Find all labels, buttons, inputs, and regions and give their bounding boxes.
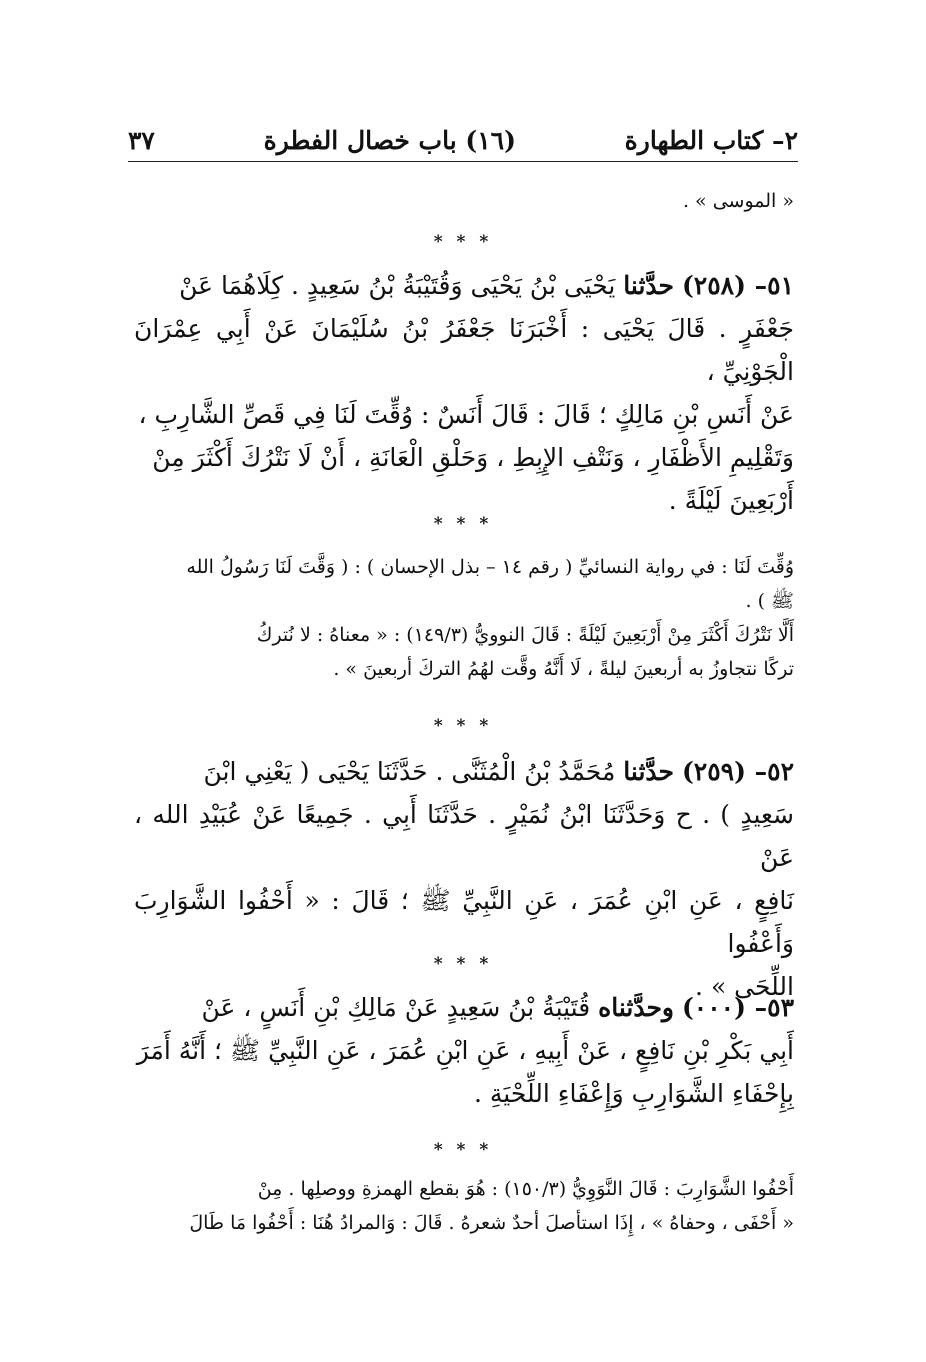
top-note: « الموسى » . (682, 190, 794, 212)
hadith-number: ٥٢– (٢٥٩) (681, 757, 794, 786)
hadith-number: ٥١– (٢٥٨) (681, 271, 794, 300)
hadith-lead: حدَّثنا (623, 271, 674, 300)
separator: * * * (433, 954, 493, 974)
hadith-lead: حدَّثنا (623, 757, 674, 786)
chapter-title: ٢– كتاب الطهارة (624, 126, 798, 155)
page-number: ٣٧ (128, 126, 155, 155)
hadith-lead: وحدَّثناه (598, 993, 674, 1022)
hadith-number: ٥٣– (٠٠٠) (681, 993, 794, 1022)
note-51: وُقِّتَ لَنَا : في رواية النسائيِّ ( رقم ١٤ – بذل الإحسان ) : ( وَقَّتَ لَنَا رَسُولُ الله ﷺ ) . أَلَّا نَتْرُكَ أَكْثَرَ مِنْ أَرْبَعِينَ لَيْلَةً : قَالَ النوويُّ (١٤٩/٣) : « معناهُ : لا نُتركُ تركًا نتجاوزُ به أربعينَ ليلةً ، لَا أَنَّهُ وقَّت لهُمُ التركَ أربعينَ » . (186, 556, 794, 680)
hadith-53: ٥٣– (٠٠٠) وحدَّثناه قُتَيْبَةُ بْنُ سَعِيدٍ عَنْ مَالِكِ بْنِ أَنَسٍ ، عَنْ أَبِي بَكْرِ بْنِ نَافِعٍ ، عَنْ أَبِيهِ ، عَنِ ابْنِ عُمَرَ ، عَنِ النَّبِيِّ ﷺ ؛ أَنَّهُ أَمَرَ بِإِحْفَاءِ الشَّوَارِبِ وَإِعْفَاءِ اللِّحْيَةِ . (136, 993, 794, 1108)
hadith-52: ٥٢– (٢٥٩) حدَّثنا مُحَمَّدُ بْنُ الْمُثَنَّى . حَدَّثَنَا يَحْيَى ( يَعْنِي ابْنَ سَعِيدٍ ) . ح وَحَدَّثَنَا ابْنُ نُمَيْرٍ . حَدَّثَنَا أَبِي . جَمِيعًا عَنْ عُبَيْدِ الله ، عَنْ نَافِعٍ ، عَنِ ابْنِ عُمَرَ ، عَنِ النَّبِيِّ ﷺ ؛ قَالَ : « أَحْفُوا الشَّوَارِبَ وَأَعْفُوا اللِّحَى » . (134, 757, 794, 1001)
separator: * * * (433, 716, 493, 736)
page-header (128, 122, 798, 162)
note-53: أَحْفُوا الشَّوَارِبَ : قَالَ النَّوَوِيُّ (١٥٠/٣) : هُوَ بقطع الهمزةِ ووصلِها . مِنْ « أَحْفَى ، وحفاهُ » ، إِذَا استأصلَ أحدٌ شعرهُ . قَالَ : وَالمرادُ هُنَا : أَحْفُوا مَا طَالَ (189, 1178, 794, 1234)
separator: * * * (433, 1140, 493, 1160)
section-title: (١٦) باب خصال الفطرة (263, 126, 516, 155)
separator: * * * (433, 514, 493, 534)
hadith-51: ٥١– (٢٥٨) حدَّثنا يَحْيَى بْنُ يَحْيَى وَقُتَيْبَةُ بْنُ سَعِيدٍ . كِلَاهُمَا عَنْ جَعْفَرٍ . قَالَ يَحْيَى : أَخْبَرَنَا جَعْفَرُ بْنُ سُلَيْمَانَ عَنْ أَبِي عِمْرَانَ الْجَوْنِيِّ ، عَنْ أَنَسِ بْنِ مَالِكٍ ؛ قَالَ : قَالَ أَنَسٌ : وُقِّتَ لَنَا فِي قَصِّ الشَّارِبِ ، وَتَقْلِيمِ الأَظْفَارِ ، وَنَتْفِ الإِبِطِ ، وَحَلْقِ الْعَانَةِ ، أَنْ لَا نَتْرُكَ أَكْثَرَ مِنْ أَرْبَعِينَ لَيْلَةً . (134, 271, 794, 515)
separator: * * * (433, 232, 493, 252)
